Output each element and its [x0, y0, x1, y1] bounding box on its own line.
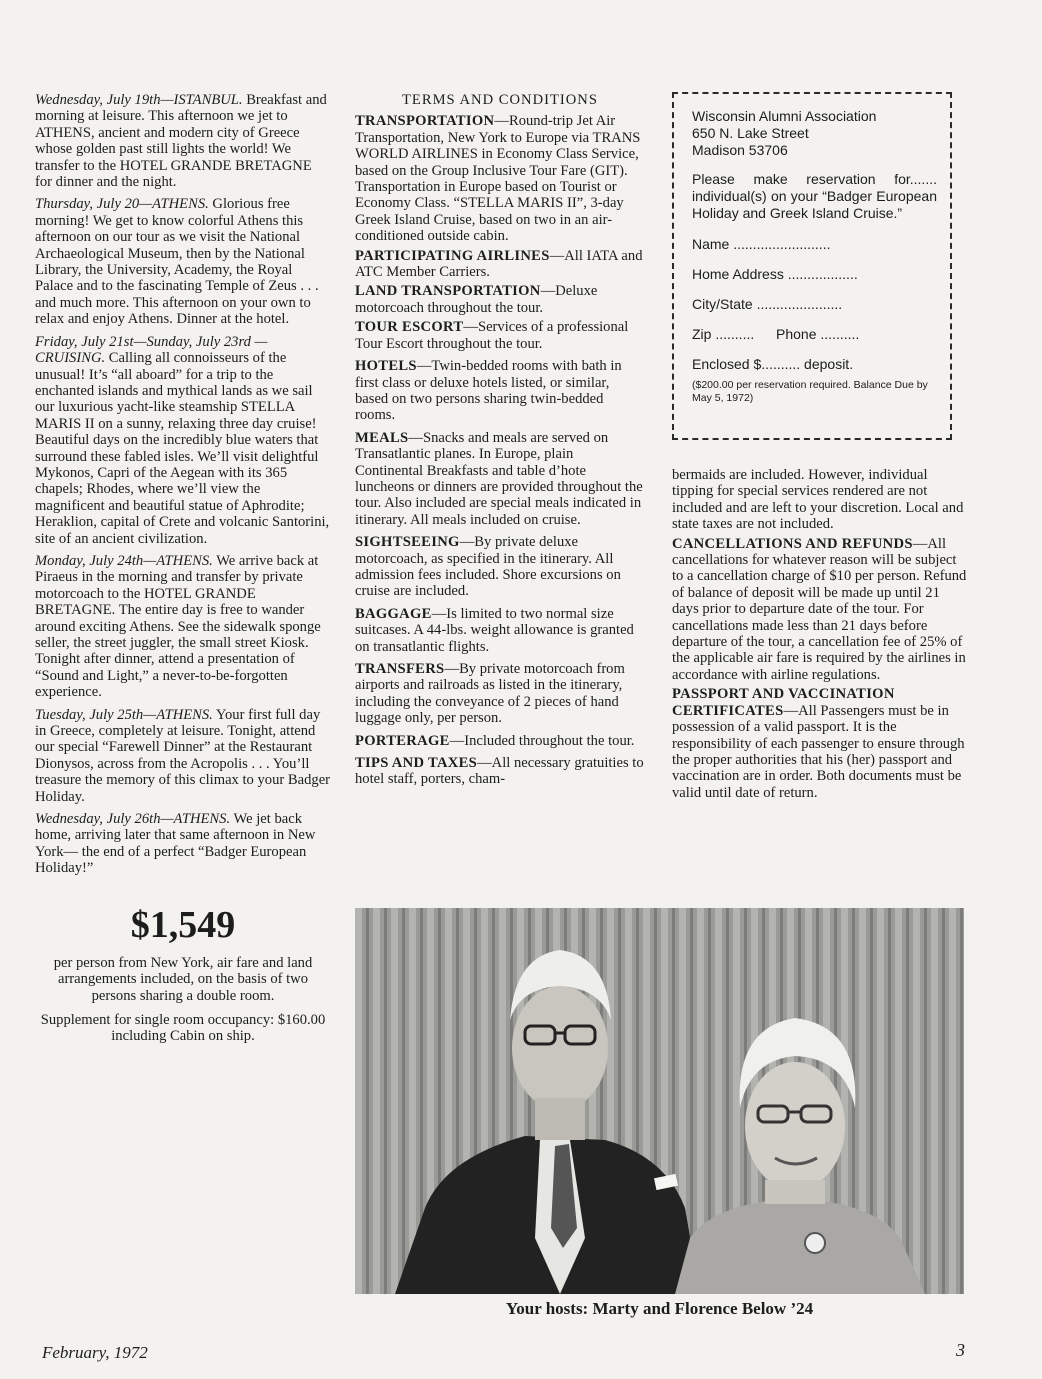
term-item: BAGGAGE—Is limited to two normal size suitcases. A 44-lbs. weight allowance is granted on transatlantic flights.: [355, 605, 634, 655]
deposit-note: ($200.00 per reservation required. Balance Due by May 5, 1972): [692, 379, 928, 404]
reservation-request: Please make reservation for....... individual(s) on your “Badger European Holiday and Greek Island Cruise.”: [692, 171, 937, 221]
term-item: PASSPORT AND VACCINATION CERTIFICATES—All Passengers must be in possession of a valid passport. It is the responsibility of each passenger to ensure through the proper authorities that his (her) passport and vaccination are in order. Both documents must be valid until date of return.: [672, 686, 965, 801]
term-item: TRANSFERS—By private motorcoach from airports and railroads as listed in the itinerary, including the conveyance of 2 pieces of hand luggage only, per person.: [355, 661, 625, 727]
term-item: PORTERAGE—Included throughout the tour.: [355, 732, 635, 749]
address-line: 650 N. Lake Street: [692, 125, 809, 141]
address-line: Madison 53706: [692, 142, 788, 158]
hosts-photo-image: [355, 908, 964, 1294]
zip-phone-row: [692, 326, 950, 343]
hosts-photo: [355, 908, 964, 1294]
zip-field[interactable]: Zip ..........: [692, 326, 755, 342]
city-state-field[interactable]: City/State ......................: [692, 296, 843, 312]
terms-continued-column: [672, 467, 967, 804]
itinerary-day: Monday, July 24th—ATHENS. We arrive back at Piraeus in the morning and transfer by private motorcoach to the HOTEL GRANDE BRETAGNE. The entire day is free to wander around exciting Athens. See the sidewalk sponge seller, the street juggler, the small street Kiosk. Tonight after dinner, attend a presentation of “Sound and Light,” a never-to-be-forgotten experience.: [35, 552, 321, 701]
term-item: bermaids are included. However, individual tipping for special services rendered are not included and are left to your discretion. Local and state taxes are not included.: [672, 467, 964, 533]
term-item: PARTICIPATING AIRLINES—All IATA and ATC Member Carriers.: [355, 247, 643, 281]
term-item: TOUR ESCORT—Services of a professional Tour Escort throughout the tour.: [355, 319, 629, 352]
terms-title: TERMS AND CONDITIONS: [402, 92, 598, 108]
term-item: TIPS AND TAXES—All necessary gratuities to hotel staff, porters, cham-: [355, 755, 644, 788]
price: $1,549: [130, 903, 236, 946]
deposit-field[interactable]: Enclosed $.......... deposit.: [692, 356, 854, 372]
itinerary-day: Wednesday, July 19th—ISTANBUL. Breakfast and morning at leisure. This afternoon we jet to ATHENS, ancient and modern city of Greece whose golden past still lights the world! We transfer to the HOTEL GRANDE BRETAGNE for dinner and the night.: [35, 92, 327, 191]
term-item: LAND TRANSPORTATION—Deluxe motorcoach throughout the tour.: [355, 283, 598, 316]
itinerary-day: Friday, July 21st—Sunday, July 23rd —CRUISING. Calling all connoisseurs of the unusual! It’s “all aboard” for a trip to the enchanted islands and mythical lands as we sail our luxurious yacht-like steamship STELLA MARIS II on a sunny, relaxing three day cruise! Beautiful days on the incredibly blue waters that surround these fabled isles. We’ll visit delightful Mykonos, Capri of the Aegean with its 365 chapels; Rhodes, where we’ll view the magnificent and beautiful statue of Aphrodite; Heraklion, capital of Crete and volcanic Santorini, site of an ancient civilization.: [35, 333, 330, 547]
address-line: Wisconsin Alumni Association: [692, 108, 877, 124]
page-number: 3: [956, 1340, 965, 1360]
itinerary-day: Tuesday, July 25th—ATHENS. Your first full day in Greece, completely at leisure. Tonight, attend our special “Farewell Dinner” at the Restaurant Dionysos, across from the Acropolis . . . You’ll treasure the memory of this climax to your Badger Holiday.: [35, 706, 331, 805]
reservation-coupon[interactable]: [672, 92, 952, 440]
term-item: CANCELLATIONS AND REFUNDS—All cancellations for whatever reason will be subject to a cancellation charge of $10 per person. Refund of balance of deposit will be made up until 21 days prior to departure date of the tour. For cancellations made less than 21 days before departure of the tour, a cancellation fee of 25% of the applicable air fare is required by the airlines in accordance with airline regulations.: [672, 535, 967, 683]
mailing-address: [692, 108, 950, 159]
itinerary-day: Thursday, July 20—ATHENS. Glorious free morning! We get to know colorful Athens this afternoon on our tour as we visit the National Archaeological Museum, then by the National Library, the University, Academy, the Royal Palace and to the fascinating Temple of Zeus . . . and much more. This afternoon on your own to relax and enjoy Athens. Dinner at the hotel.: [35, 196, 319, 328]
term-item: HOTELS—Twin-bedded rooms with bath in first class or deluxe hotels listed, or similar, based on two persons sharing twin-bedded rooms.: [355, 358, 622, 424]
term-item: TRANSPORTATION—Round-trip Jet Air Transportation, New York to Europe via TRANS WORLD AIRLINES in Economy Class Service, based on the Group Inclusive Tour Fare (GIT). Transportation in Europe based on Tourist or Economy Class. “STELLA MARIS II”, 3-day Greek Island Cruise, based on two in an air-conditioned outside cabin.: [355, 113, 641, 245]
single-supplement: Supplement for single room occupancy: $160.00 including Cabin on ship.: [40, 1011, 326, 1045]
home-address-field[interactable]: Home Address ..................: [692, 266, 858, 282]
issue-date: February, 1972: [42, 1343, 148, 1362]
phone-field[interactable]: Phone ..........: [776, 326, 860, 342]
itinerary-column: [35, 92, 331, 1045]
term-item: SIGHTSEEING—By private deluxe motorcoach, as specified in the itinerary. All admission fees included. Shore excursions on cruise are included.: [355, 534, 621, 600]
photo-caption: Your hosts: Marty and Florence Below ’24: [505, 1299, 814, 1318]
name-field[interactable]: Name .........................: [692, 236, 831, 252]
price-description: per person from New York, air fare and land arrangements included, on the basis of two persons sharing a double room.: [53, 954, 313, 1004]
terms-column: [355, 92, 645, 794]
itinerary-day: Wednesday, July 26th—ATHENS. We jet back home, arriving later that same afternoon in New York— the end of a perfect “Badger European Holiday!”: [35, 811, 316, 877]
term-item: MEALS—Snacks and meals are served on Transatlantic planes. In Europe, plain Continental Breakfasts and table d’hote luncheons or dinners are provided throughout the tour. Also included are special meals indicated in itinerary. All meals included on cruise.: [355, 429, 643, 528]
